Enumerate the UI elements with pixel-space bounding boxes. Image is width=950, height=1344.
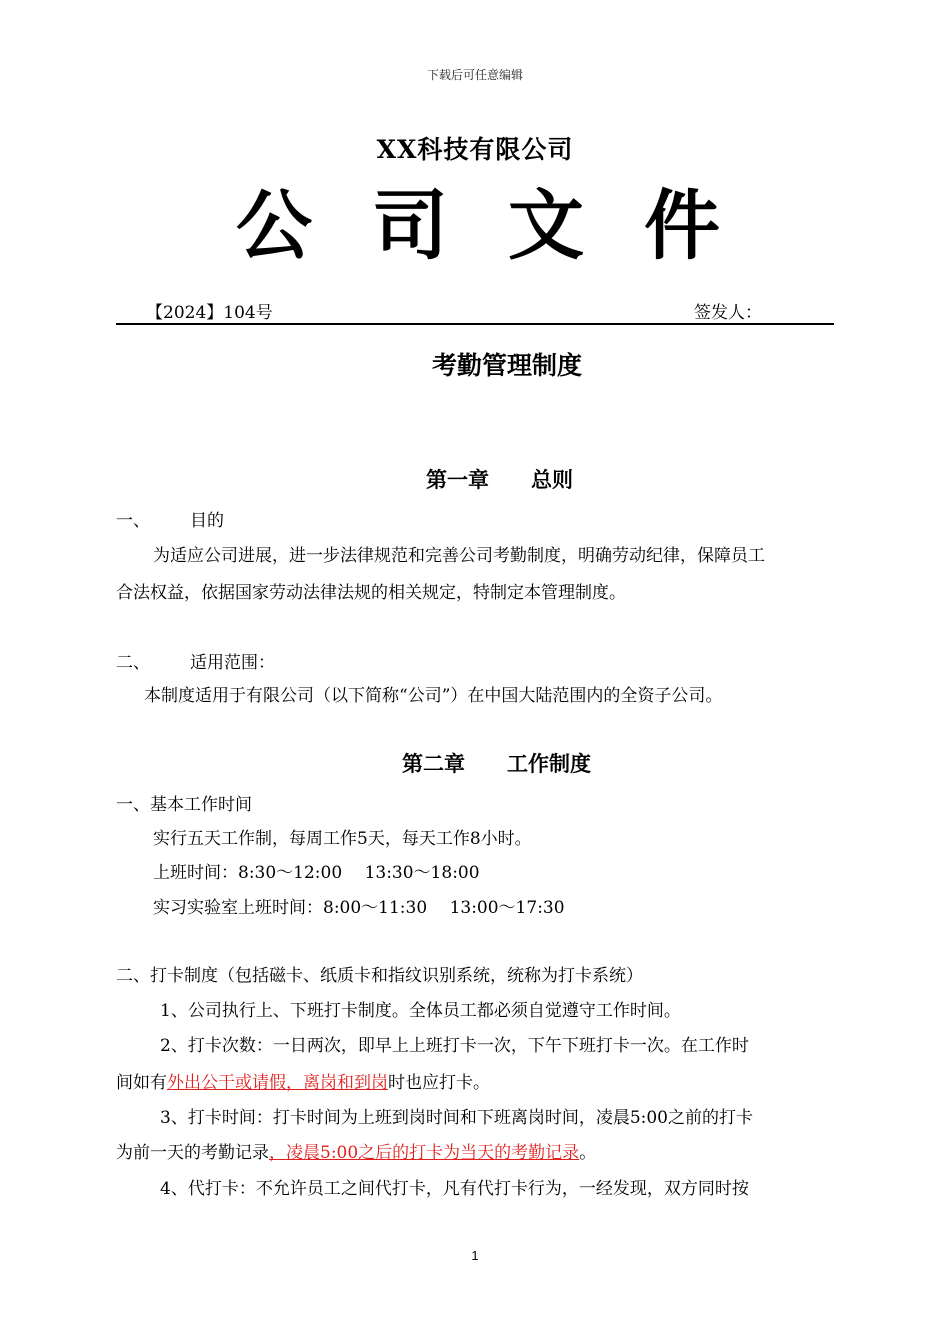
chapter-1-title: 总则 bbox=[531, 468, 573, 492]
paragraph-line: 为适应公司进展，进一步法律规范和完善公司考勤制度，明确劳动纪律，保障员工 bbox=[153, 546, 765, 566]
document-number: 【2024】104号 bbox=[146, 303, 273, 323]
highlighted-text: ，凌晨5:00之后的打卡为当天的考勤记录 bbox=[269, 1143, 580, 1163]
section-number: 一、 bbox=[116, 511, 150, 531]
chapter-2-heading bbox=[402, 748, 591, 778]
document-title: 公司文件 bbox=[236, 181, 780, 270]
header-note: 下载后可任意编辑 bbox=[426, 68, 523, 82]
company-name: XX科技有限公司 bbox=[376, 135, 574, 164]
policy-title: 考勤管理制度 bbox=[431, 351, 582, 380]
section-heading bbox=[116, 648, 275, 673]
paragraph-line: 实行五天工作制，每周工作5天，每天工作8小时。 bbox=[153, 829, 532, 849]
paragraph-line: 实习实验室上班时间：8:00～11:30 13:00～17:30 bbox=[153, 898, 565, 918]
text-run: 。 bbox=[579, 1143, 597, 1163]
list-item: 1、公司执行上、下班打卡制度。全体员工都必须自觉遵守工作时间。 bbox=[160, 1001, 681, 1021]
section-title: 目的 bbox=[190, 511, 224, 531]
signer-label: 签发人： bbox=[694, 303, 762, 323]
list-item: 3、打卡时间：打卡时间为上班到岗时间和下班离岗时间，凌晨5:00之前的打卡 bbox=[160, 1108, 753, 1128]
section-title: 适用范围： bbox=[190, 653, 275, 673]
section-heading: 一、基本工作时间 bbox=[116, 795, 252, 815]
text-run: 间如有 bbox=[116, 1073, 167, 1093]
chapter-1-label: 第一章 bbox=[426, 468, 489, 492]
chapter-2-title: 工作制度 bbox=[507, 752, 591, 776]
page-number: 1 bbox=[471, 1248, 479, 1263]
chapter-1-heading bbox=[426, 464, 573, 494]
paragraph-line: 合法权益，依据国家劳动法律法规的相关规定，特制定本管理制度。 bbox=[116, 583, 626, 603]
highlighted-text: 外出公干或请假，离岗和到岗 bbox=[167, 1073, 388, 1093]
chapter-2-label: 第二章 bbox=[402, 752, 465, 776]
section-heading bbox=[116, 506, 224, 531]
list-item-continuation bbox=[116, 1068, 490, 1093]
header-divider bbox=[116, 323, 834, 325]
paragraph-line: 上班时间：8:30～12:00 13:30～18:00 bbox=[153, 863, 480, 883]
text-run: 时也应打卡。 bbox=[388, 1073, 490, 1093]
text-run: 为前一天的考勤记录 bbox=[116, 1143, 269, 1163]
list-item: 4、代打卡：不允许员工之间代打卡，凡有代打卡行为，一经发现，双方同时按 bbox=[160, 1179, 749, 1199]
list-item-continuation bbox=[116, 1138, 596, 1163]
section-heading: 二、打卡制度（包括磁卡、纸质卡和指纹识别系统，统称为打卡系统） bbox=[116, 966, 643, 986]
section-number: 二、 bbox=[116, 653, 150, 673]
list-item: 2、打卡次数：一日两次，即早上上班打卡一次，下午下班打卡一次。在工作时 bbox=[160, 1036, 749, 1056]
paragraph-line: 本制度适用于有限公司（以下简称“公司”）在中国大陆范围内的全资子公司。 bbox=[144, 686, 723, 706]
